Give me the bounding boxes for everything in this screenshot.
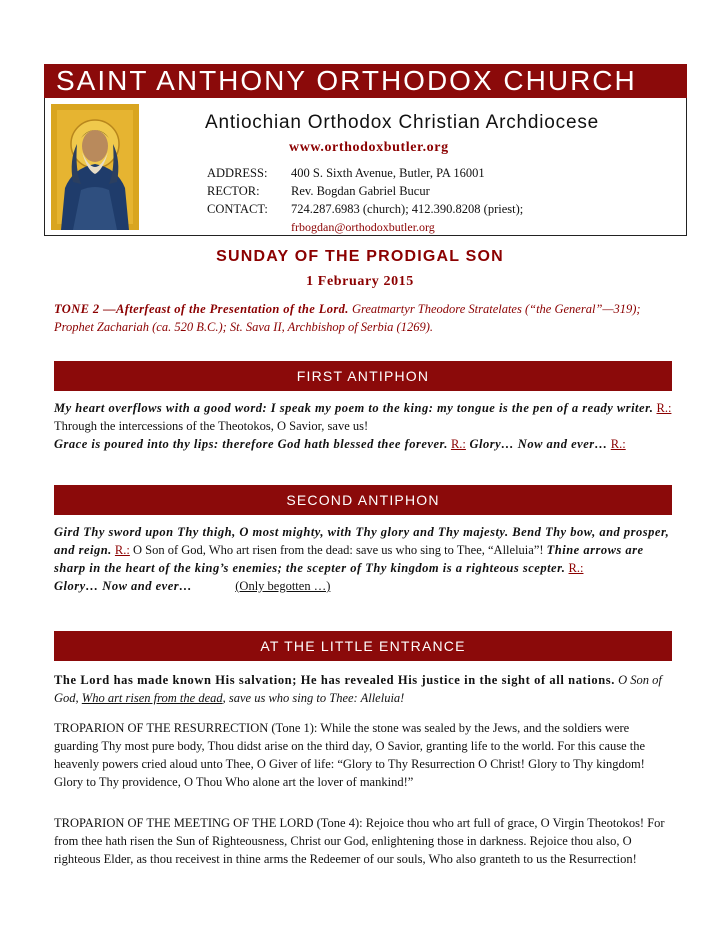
first-antiphon-verse-1: My heart overflows with a good word: I speak my poem to the king: my tongue is the pen of a ready writer.: [54, 401, 654, 415]
sunday-title: SUNDAY OF THE PRODIGAL SON: [216, 248, 504, 265]
contact-value: 724.287.6983 (church); 412.390.8208 (priest);: [291, 202, 524, 216]
address-row: [207, 166, 485, 181]
little-entrance-refrain-2: , save us who sing to Thee: Alleluia!: [222, 691, 405, 705]
first-antiphon-glory: Glory… Now and ever…: [465, 437, 608, 451]
little-entrance-verse: The Lord has made known His salvation; He has revealed His justice in the sight of all nations.: [54, 673, 615, 687]
website-link[interactable]: www.orthodoxbutler.org: [289, 140, 449, 155]
date: 1 February 2015: [306, 274, 414, 289]
first-antiphon-verse-2: Grace is poured into thy lips: therefore God hath blessed thee forever.: [54, 437, 448, 451]
second-antiphon-heading: SECOND ANTIPHON: [54, 485, 672, 515]
address-label: ADDRESS:: [207, 166, 268, 180]
first-antiphon-text: [54, 399, 674, 453]
little-entrance-refrain-1: O Son of God,: [54, 673, 662, 705]
troparion-meeting: TROPARION OF THE MEETING OF THE LORD (Tone 4): Rejoice thou who art full of grace, O Virgin Theotokos! For from thee hath risen the Sun of Righteousness, Christ our God, enlightening those in darkness. Rejoice thou also, O righteous Elder, as thou receivest in thine arms the Redeemer of our souls, Who also granteth to us the Resurrection!: [54, 816, 665, 866]
rector-row: [207, 184, 430, 199]
archdiocese-name: Antiochian Orthodox Christian Archdiocese: [205, 112, 599, 133]
response-marker: R.:: [656, 401, 672, 415]
second-antiphon-refrain: O Son of God, Who art risen from the dead: save us who sing to Thee, “Alleluia”!: [129, 543, 544, 557]
saint-anthony-icon-image: [51, 104, 139, 230]
second-antiphon-verse-2: Thine arrows are sharp in the heart of the king’s enemies; the scepter of Thy kingdom is a righteous scepter.: [54, 543, 644, 575]
contact-row: [207, 202, 523, 217]
tone-saints: Greatmartyr Theodore Stratelates (“the General”—319); Prophet Zachariah (ca. 520 B.C.); St. Sava II, Archbishop of Serbia (1269).: [54, 302, 641, 334]
second-antiphon-verse-1: Gird Thy sword upon Thy thigh, O most mighty, with Thy glory and Thy majesty. Bend Thy bow, and prosper, and reign.: [54, 525, 670, 557]
church-name-banner: SAINT ANTHONY ORTHODOX CHURCH: [44, 64, 687, 98]
little-entrance-refrain-underlined: Who art risen from the dead: [81, 691, 223, 705]
only-begotten-ref: (Only begotten …): [235, 579, 331, 593]
first-antiphon-heading: FIRST ANTIPHON: [54, 361, 672, 391]
first-antiphon-refrain: Through the intercessions of the Theotokos, O Savior, save us!: [54, 419, 369, 433]
tone-commemoration: [54, 300, 674, 336]
tone-heading: TONE 2 —Afterfeast of the Presentation of the Lord.: [54, 302, 349, 316]
second-antiphon-text: [54, 523, 674, 595]
little-entrance-text: [54, 671, 674, 707]
response-marker: R.:: [450, 437, 466, 451]
response-marker: R.:: [568, 561, 584, 575]
header-box: [44, 98, 687, 236]
little-entrance-heading: AT THE LITTLE ENTRANCE: [54, 631, 672, 661]
contact-label: CONTACT:: [207, 202, 268, 216]
response-marker: R.:: [114, 543, 130, 557]
second-antiphon-glory: Glory… Now and ever…: [54, 579, 193, 593]
rector-label: RECTOR:: [207, 184, 260, 198]
rector-value: Rev. Bogdan Gabriel Bucur: [291, 184, 430, 198]
email-link[interactable]: frbogdan@orthodoxbutler.org: [291, 220, 435, 234]
address-value: 400 S. Sixth Avenue, Butler, PA 16001: [291, 166, 485, 180]
response-marker: R.:: [610, 437, 626, 451]
troparion-resurrection: TROPARION OF THE RESURRECTION (Tone 1): While the stone was sealed by the Jews, and the soldiers were guarding Thy most pure body, Thou didst arise on the third day, O Savior, granting life to the world. For this cause the heavenly powers cried aloud unto Thee, O Giver of life: “Glory to Thy Resurrection O Christ! Glory to Thy kingdom! Glory to Thy providence, O Thou Who alone art the lover of mankind!”: [54, 721, 646, 789]
